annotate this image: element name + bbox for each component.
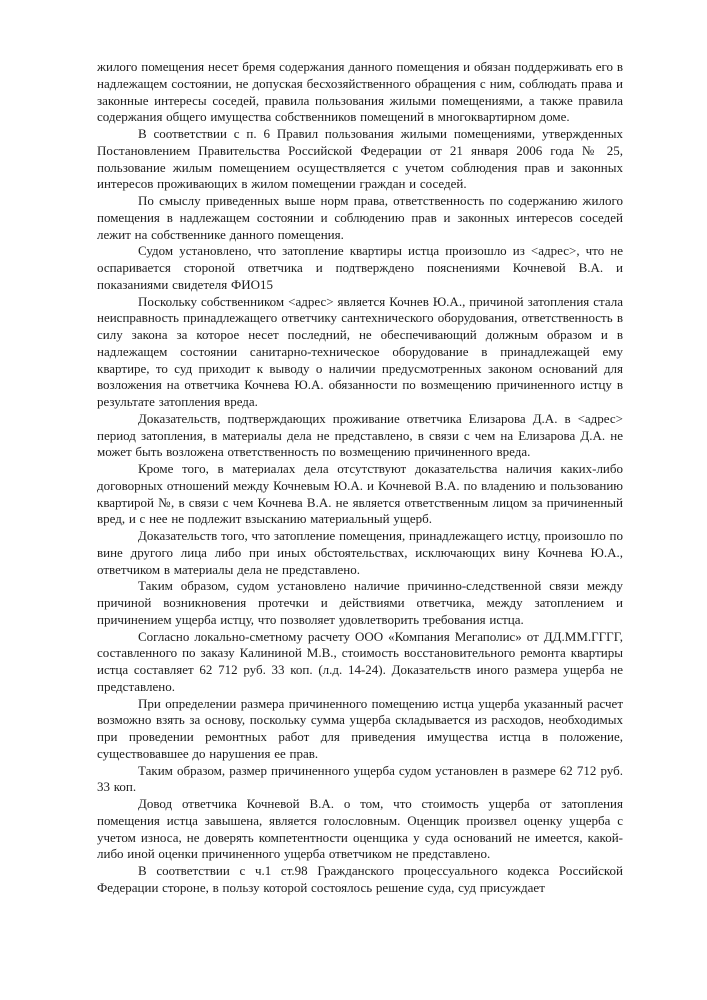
paragraph: Поскольку собственником <адрес> является Кочнев Ю.А., причиной затопления стала неисправность принадлежащего ответчику сантехнического оборудования, ответственность в силу закона за которое несет последний, не обеспечивающий должным образом и в надлежащем состоянии санитарно-техническое оборудование в принадлежащей ему квартире, то суд приходит к выводу о наличии предусмотренных законом оснований для возложения на ответчика Кочнева Ю.А. обязанности по возмещению причиненного истцу в результате затопления вреда.	[97, 293, 623, 409]
paragraph: жилого помещения несет бремя содержания данного помещения и обязан поддерживать его в надлежащем состоянии, не допуская бесхозяйственного обращения с ним, соблюдать права и законные интересы соседей, правила пользования жилыми помещениями, а также правила содержания общего имущества собственников помещений в многоквартирном доме.	[97, 59, 623, 125]
paragraph: Доказательств того, что затопление помещения, принадлежащего истцу, произошло по вине другого лица либо при иных обстоятельствах, исключающих вину Кочнева Ю.А., ответчиком в материалы дела не представлено.	[97, 528, 623, 577]
paragraph: В соответствии с п. 6 Правил пользования жилыми помещениями, утвержденных Постановлением Правительства Российской Федерации от 21 января 2006 года № 25, пользование жилым помещением осуществляется с учетом соблюдения прав и законных интересов проживающих в жилом помещении граждан и соседей.	[97, 126, 623, 192]
paragraph: Судом установлено, что затопление квартиры истца произошло из <адрес>, что не оспаривается стороной ответчика и подтверждено пояснениями Кочневой В.А. и показаниями свидетеля ФИО15	[97, 243, 623, 292]
paragraph: По смыслу приведенных выше норм права, ответственность по содержанию жилого помещения в надлежащем состоянии и соблюдению прав и законных интересов соседей лежит на собственнике данного помещения.	[97, 193, 623, 242]
paragraph: Довод ответчика Кочневой В.А. о том, что стоимость ущерба от затопления помещения истца завышена, является голословным. Оценщик произвел оценку ущерба с учетом износа, не доверять компетентности оценщика у суда оснований не имеется, какой-либо иной оценки причиненного ущерба ответчиком не представлено.	[97, 796, 623, 862]
document-text	[97, 59, 623, 897]
paragraph: Доказательств, подтверждающих проживание ответчика Елизарова Д.А. в <адрес> период затопления, в материалы дела не представлено, в связи с чем на Елизарова Д.А. не может быть возложена ответственность по возмещению причиненного вреда.	[97, 410, 623, 460]
paragraph: В соответствии с ч.1 ст.98 Гражданского процессуального кодекса Российской Федерации стороне, в пользу которой состоялось решение суда, суд присуждает	[97, 863, 623, 895]
paragraph: Таким образом, судом установлено наличие причинно-следственной связи между причиной возникновения протечки и действиями ответчика, между затоплением и причинением ущерба истцу, что позволяет удовлетворить требования истца.	[97, 578, 623, 627]
paragraph: Кроме того, в материалах дела отсутствуют доказательства наличия каких-либо договорных отношений между Кочневым Ю.А. и Кочневой В.А. по владению и пользованию квартирой №, в связи с чем Кочнева В.А. не является ответственным лицом за причиненный вред, и с нее не подлежит взысканию материальный ущерб.	[97, 461, 623, 527]
paragraph: Согласно локально-сметному расчету ООО «Компания Мегаполис» от ДД.ММ.ГГГГ, составленного по заказу Калининой М.В., стоимость восстановительного ремонта квартиры истца составляет 62 712 руб. 33 коп. (л.д. 14-24). Доказательств иного размера ущерба не представлено.	[97, 628, 623, 694]
paragraph: Таким образом, размер причиненного ущерба судом установлен в размере 62 712 руб. 33 коп.	[97, 762, 623, 795]
paragraph: При определении размера причиненного помещению истца ущерба указанный расчет возможно взять за основу, поскольку сумма ущерба складывается из расходов, необходимых при проведении ремонтных работ для приведения имущества истца в положение, существовавшее до нарушения ее прав.	[97, 695, 623, 761]
